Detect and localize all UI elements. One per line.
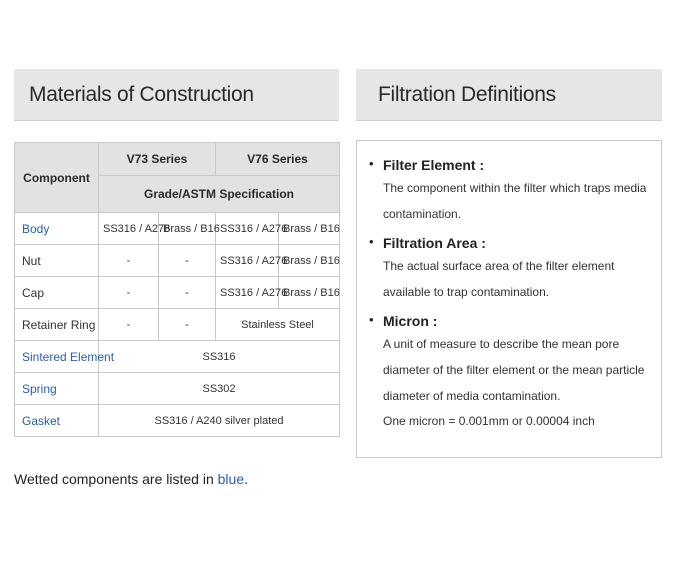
header-v76-series: V76 Series [216, 143, 340, 176]
materials-table [14, 142, 340, 437]
table-cell: SS316 / A276 [99, 213, 159, 245]
note-prefix: Wetted components are listed in [14, 471, 218, 487]
bullet-icon: • [369, 312, 374, 327]
component-sintered-element: Sintered Element [15, 341, 99, 373]
wetted-note [14, 471, 248, 487]
table-cell: Stainless Steel [216, 309, 340, 341]
component-cap: Cap [15, 277, 99, 309]
table-cell: SS316 / A276 [216, 277, 279, 309]
table-cell: SS316 / A276 [216, 245, 279, 277]
table-row [15, 373, 340, 405]
table-row [15, 309, 340, 341]
table-cell: Brass / B16 [159, 213, 216, 245]
filtration-title: Filtration Definitions [378, 82, 556, 106]
bullet-icon: • [369, 156, 374, 171]
component-nut: Nut [15, 245, 99, 277]
table-cell: - [99, 309, 159, 341]
table-row [15, 213, 340, 245]
materials-title: Materials of Construction [29, 82, 254, 106]
table-cell: - [159, 245, 216, 277]
bullet-icon: • [369, 234, 374, 249]
definition-text: The actual surface area of the filter element available to trap contamination. [383, 259, 615, 299]
header-component: Component [15, 143, 99, 213]
definition-text: A unit of measure to describe the mean pore diameter of the filter element or the mean particle diameter of media contamination. [383, 337, 645, 403]
definition-term: Filtration Area : [383, 235, 486, 251]
table-row [15, 277, 340, 309]
definition-filter-element [369, 155, 651, 227]
table-cell: SS316 / A276 [216, 213, 279, 245]
definition-term: Micron : [383, 313, 438, 329]
definition-text: The component within the filter which traps media contamination. [383, 181, 647, 221]
filtration-header [356, 69, 662, 121]
definition-extra: One micron = 0.001mm or 0.00004 inch [383, 414, 595, 428]
table-row [15, 245, 340, 277]
note-blue-word: blue [217, 471, 245, 487]
table-row [15, 341, 340, 373]
table-cell: - [159, 277, 216, 309]
definition-micron [369, 311, 651, 433]
component-spring: Spring [15, 373, 99, 405]
table-row [15, 405, 340, 437]
filtration-definitions-box [356, 140, 662, 458]
header-spec: Grade/ASTM Specification [99, 176, 340, 213]
component-gasket: Gasket [15, 405, 99, 437]
table-cell: Brass / B16 [279, 245, 340, 277]
table-cell: Brass / B16 [279, 213, 340, 245]
table-cell: - [99, 277, 159, 309]
header-v73-series: V73 Series [99, 143, 216, 176]
materials-header [14, 69, 339, 121]
definition-filtration-area [369, 233, 651, 305]
table-cell: SS316 / A240 silver plated [99, 405, 340, 437]
table-cell: Brass / B16 [279, 277, 340, 309]
table-cell: SS302 [99, 373, 340, 405]
component-retainer-ring: Retainer Ring [15, 309, 99, 341]
definition-term: Filter Element : [383, 157, 485, 173]
table-cell: - [159, 309, 216, 341]
table-cell: - [99, 245, 159, 277]
note-suffix: . [244, 471, 248, 487]
component-body: Body [15, 213, 99, 245]
table-cell: SS316 [99, 341, 340, 373]
